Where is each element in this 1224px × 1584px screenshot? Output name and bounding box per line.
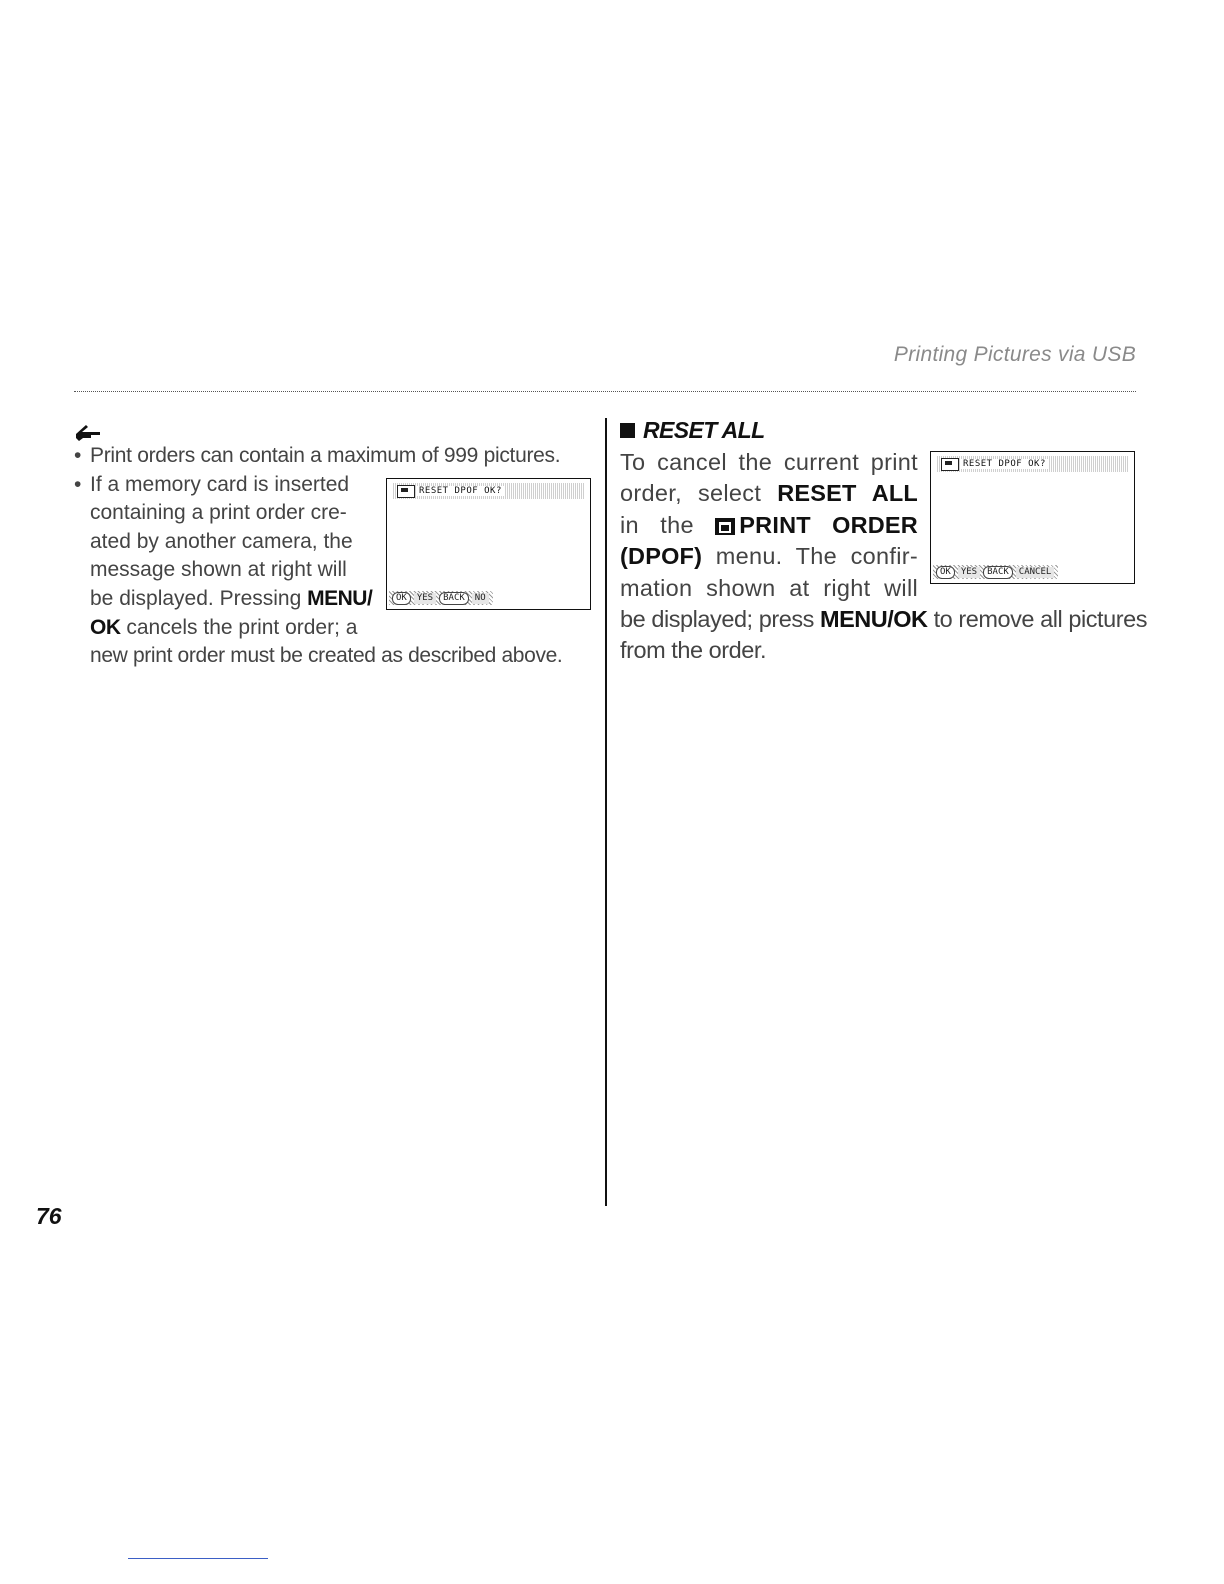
screen-button: OK xyxy=(392,592,411,605)
column-divider xyxy=(605,418,607,1206)
reset-dpof-screen-left xyxy=(386,478,591,610)
reset-all-keyword: RESET ALL xyxy=(777,480,918,507)
square-bullet-icon xyxy=(620,423,635,438)
note-item-text: Print orders can contain a maximum of 999 pictures. xyxy=(90,444,561,467)
print-order-menu-icon xyxy=(715,518,735,535)
note-line: message shown at right will xyxy=(90,558,347,582)
ok-key-label: OK xyxy=(90,615,121,639)
note-line: cancels the print order; a xyxy=(120,615,358,639)
screen-button: OK xyxy=(936,566,955,579)
screen-title: RESET DPOF OK? xyxy=(419,486,502,496)
reset-all-title: RESET ALL xyxy=(643,417,765,443)
body-line: be displayed; press MENU/OK to remove all pictures xyxy=(620,606,1148,633)
body-line: order, select RESET ALL xyxy=(620,480,918,507)
screen-button-label: YES xyxy=(414,593,436,604)
screen-title: RESET DPOF OK? xyxy=(963,459,1046,469)
screen-button: BACK xyxy=(439,592,469,605)
screen-button-label: NO xyxy=(472,593,489,604)
menu-ok-keyword: MENU/OK xyxy=(820,606,928,633)
reset-all-heading xyxy=(620,417,765,444)
screen-button: BACK xyxy=(983,566,1013,579)
body-line: from the order. xyxy=(620,637,767,664)
footer-link-underline xyxy=(128,1558,268,1559)
print-order-keyword: PRINT ORDER xyxy=(739,511,918,538)
menu-key-label: MENU/ xyxy=(307,586,373,610)
running-head: Printing Pictures via USB xyxy=(893,343,1136,366)
note-item-memory-card: • If a memory card is inserted containing a print order cre- ated by another camera, the message shown at right will be displayed. Pressing MENU/ OK cancels the print order; a new print order must be created as described above. xyxy=(74,471,590,671)
body-line: mation shown at right will xyxy=(620,574,918,601)
dpof-keyword: (DPOF) xyxy=(620,543,703,570)
note-line: If a memory card is inserted xyxy=(90,472,350,496)
note-line: containing a print order cre- xyxy=(90,501,347,525)
print-order-icon xyxy=(941,458,959,471)
body-line: To cancel the current print xyxy=(620,449,918,475)
note-line: be displayed. Pressing xyxy=(90,586,308,610)
body-line: in the PRINT ORDER xyxy=(620,511,918,538)
print-order-icon xyxy=(397,485,415,498)
header-rule xyxy=(74,391,1136,392)
screen-button-label: CANCEL xyxy=(1016,567,1055,578)
pointing-hand-icon xyxy=(74,420,104,442)
note-line: ated by another camera, the xyxy=(90,529,353,553)
note-item-max-pictures: • Print orders can contain a maximum of 999 pictures. xyxy=(74,444,561,467)
reset-dpof-screen-right xyxy=(930,451,1135,584)
body-line: (DPOF) menu. The confir- xyxy=(620,543,918,570)
note-line: new print order must be created as described above. xyxy=(90,644,563,668)
screen-button-label: YES xyxy=(958,567,980,578)
page-number: 76 xyxy=(36,1203,62,1229)
